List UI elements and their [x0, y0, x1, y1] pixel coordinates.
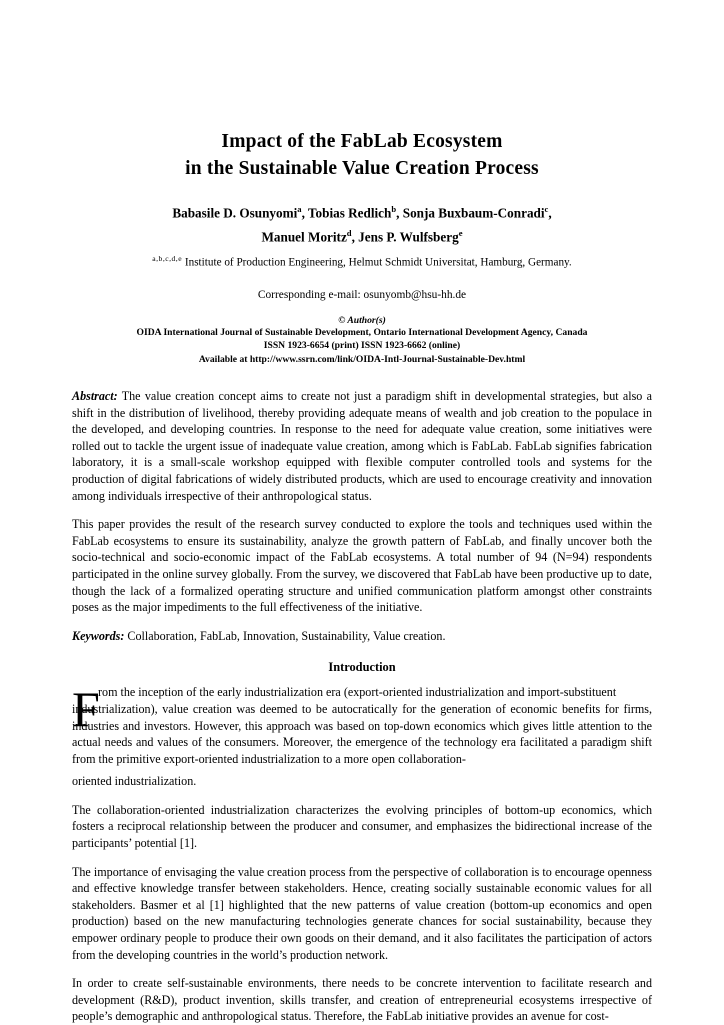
author-affil-mark-e: e [458, 228, 463, 239]
section-heading-introduction: Introduction [328, 660, 396, 675]
keywords-label: Keywords: [72, 628, 125, 643]
journal-line-3: Available at http://www.ssrn.com/link/OIDA-Intl-Journal-Sustainable-Dev.html [198, 353, 526, 365]
intro-p1-line-1: rom the inception of the early industrialization era (export-oriented industrialization and import-substituent [98, 685, 617, 700]
abstract-paragraph-1 [72, 388, 652, 504]
keywords-text: Collaboration, FabLab, Innovation, Sustainability, Value creation. [124, 628, 446, 643]
author-name-4: Manuel Moritz [261, 229, 347, 245]
introduction-paragraph-4: In order to create self-sustainable environments, there needs to be concrete intervention to facilitate research and development (R&D), product invention, skills transfer, and creation of entrepreneurial ecosystems irrespective of people’s demographic and anthropological status. Therefore, the FabLab initiative provides an avenue for cost- [72, 976, 652, 1024]
affiliation-line [72, 251, 652, 271]
author-line-1-end: , [548, 205, 552, 221]
author-affil-mark-b: b [391, 204, 397, 214]
title-line-2: in the Sustainable Value Creation Process [185, 158, 539, 179]
abstract-label: Abstract: [72, 389, 118, 404]
title-block [72, 128, 652, 366]
journal-line-2: ISSN 1923-6654 (print) ISSN 1923-6662 (online) [263, 340, 461, 352]
affiliation-text: Institute of Production Engineering, Helmut Schmidt Universitat, Hamburg, Germany. [184, 256, 572, 269]
author-name-2: , Tobias Redlich [301, 205, 392, 221]
introduction-paragraph-1 [72, 681, 652, 767]
page-title [72, 128, 652, 182]
journal-line-1: OIDA International Journal of Sustainable Development, Ontario International Development Agency, Canada [136, 326, 588, 338]
introduction-paragraph-3: The importance of envisaging the value creation process from the perspective of collaboration is to encourage openness and effective knowledge transfer between stakeholders. Hence, creating socially sustainable economic values for all stakeholders. Basmer et al [1] highlighted that the new patterns of value creation (bottom-up economics and open production) based on the new manufacturing technologies generate chances for social sustainability, because they empower ordinary people to produce their own goods on their demand, and it also facilitates the participation of actors from the developing countries in the world’s production network. [72, 864, 652, 962]
copyright-line: © Author(s) [338, 314, 386, 326]
keywords-paragraph [72, 628, 652, 645]
affiliation-marks: a,b,c,d,e [152, 253, 183, 263]
introduction-paragraph-2: The collaboration-oriented industrialization characterizes the evolving principles of bottom-up economics, which fosters a reciprocal relationship between the producer and consumer, and emphasizes the bidirectional increase of the participants’ potential [1]. [72, 802, 652, 851]
drop-cap-letter: F [72, 681, 100, 738]
author-line-2 [72, 224, 652, 246]
author-name-1: Babasile D. Osunyomi [172, 205, 298, 221]
title-line-1: Impact of the FabLab Ecosystem [221, 131, 503, 152]
author-line-1 [72, 200, 652, 222]
introduction-paragraph-1-body [72, 681, 652, 766]
author-name-5: , Jens P. Wulfsberg [351, 229, 459, 245]
intro-p1-rest: industrialization), value creation was deemed to be autocratically for the generation of economic benefits for firms, industries and investors. However, this approach was based on top-down economics which gives little attention to the actual needs and values of the consumers. Moreover, the emergence of the technology era facilitated a paradigm shift from the primitive export-oriented industrialization to a more open collaboration- [72, 701, 652, 766]
introduction-paragraph-1-tail: oriented industrialization. [72, 774, 197, 789]
author-name-3: , Sonja Buxbaum-Conradi [396, 205, 545, 221]
corresponding-email: Corresponding e-mail: osunyomb@hsu-hh.de [257, 288, 467, 301]
abstract-block [72, 388, 652, 644]
author-affil-mark-a: a [297, 204, 302, 214]
abstract-text-1: The value creation concept aims to create not just a paradigm shift in developmental strategies, but also a shift in the distribution of livelihood, thereby providing adequate means of wealth and job creation to the populace in the developed, and developing countries. In response to the need for adequate value creation, some initiatives were rolled out to tackle the urgent issue of inadequate value creation, among which is FabLab. FabLab signifies fabrication laboratory, it is a small-scale workshop equipped with flexible computer controlled tools and systems for the production of digital fabrications of widely distributed products, which are used to encourage creativity and innovation among individuals irrespective of their anthropological status. [72, 389, 652, 503]
abstract-paragraph-2: This paper provides the result of the research survey conducted to explore the tools and techniques used within the FabLab ecosystems to ensure its sustainability, analyze the growth pattern of FabLab, and finally uncover both the socio-technical and socio-economic impact of the FabLab ecosystems. A total number of 94 (N=94) respondents participated in the online survey globally. From the survey, we discovered that FabLab have been productive up to date, though the lack of a formalized operating structure and unified communication platform amongst other constraints poses as the major impediments to the full effectiveness of the initiative. [72, 517, 652, 615]
author-affil-mark-d: d [346, 228, 352, 239]
author-affil-mark-c: c [544, 204, 549, 214]
